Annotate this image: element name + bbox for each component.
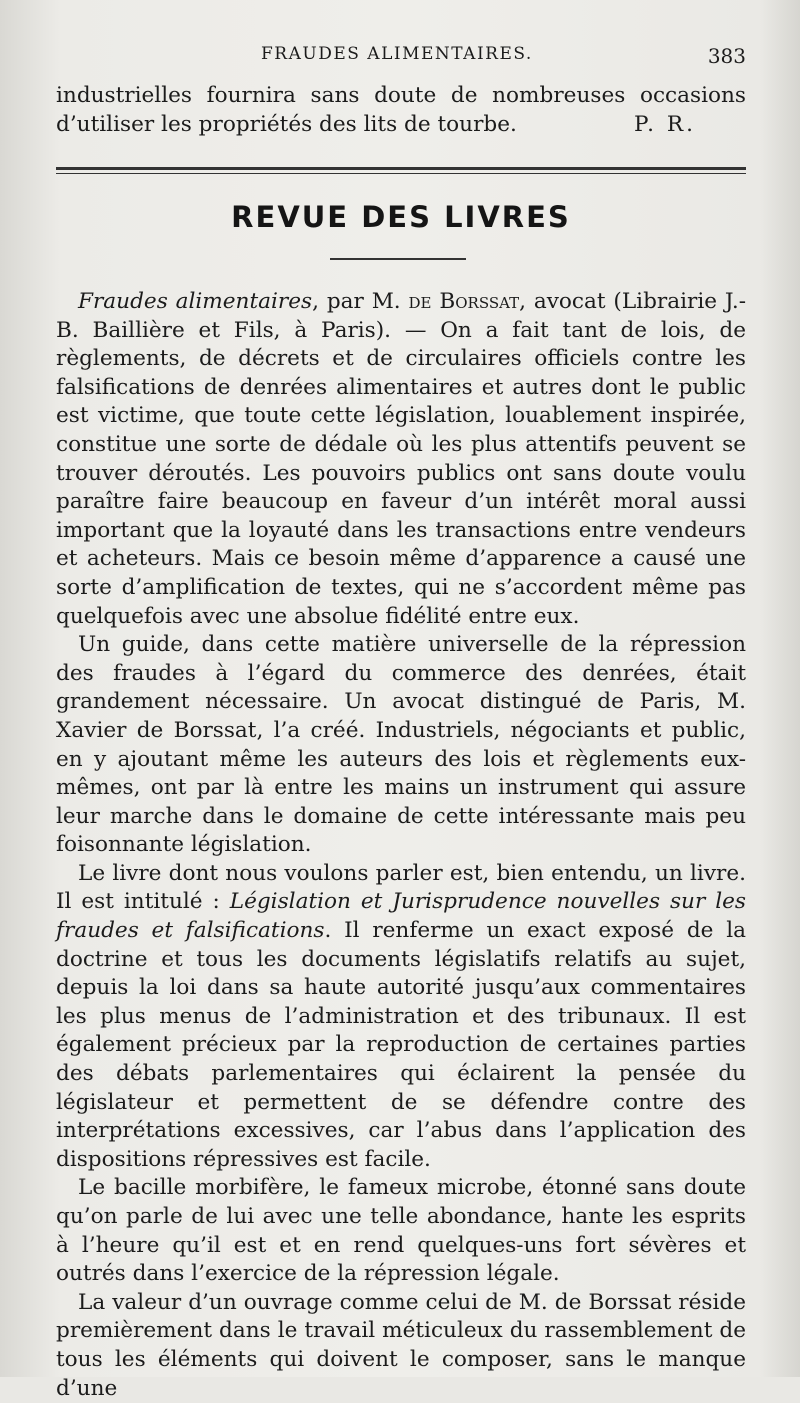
paragraph-3-text: . Il renferme un exact exposé de la doctrine et tous les documents législatifs relatifs au sujet, depuis la loi dans sa haute autorité jusqu’aux commentaires les plus menus de l’administration et des tribunaux. Il est également précieux par la reproduction de certaines parties des débats parlementaires qui éclairent la pensée du législateur et permettent de se défendre contre des interprétations excessives, car l’abus dans l’application des dispositions répressives est facile. [56,918,746,1172]
review-paragraph-2: Un guide, dans cette matière universelle de la répression des fraudes à l’égard du commerce des denrées, était grandement nécessaire. Un avocat distingué de Paris, M. Xavier de Borssat, l’a créé. Industriels, négociants et public, en y ajoutant même les auteurs des lois et règlements eux-mêmes, ont par là entre les mains un instrument qui assure leur marche dans le domaine de cette intéressante mais peu foisonnante législation. [56,632,746,858]
title-underline [330,258,466,260]
byline-by: , par M. [312,289,409,314]
previous-article-ending [56,82,746,139]
review-intro-text: , avocat (Librairie J.-B. Baillière et Fils, à Paris). — On a fait tant de lois, de règlements, de décrets et de circulaires officiels contre les falsifications de denrées alimentaires et autres dont le public est victime, que toute cette législation, louablement inspirée, constitue une sorte de dédale où les plus attentifs peuvent se trouver déroutés. Les pouvoirs publics ont sans doute voulu paraître faire beaucoup en faveur d’un intérêt moral aussi important que la loyauté dans les transactions entre vendeurs et acheteurs. Mais ce besoin même d’apparence a causé une sorte d’amplification de textes, qui ne s’accordent même pas quelquefois avec une absolue fidélité entre eux. [56,289,746,629]
author-signature: P. R. [633,111,696,137]
review-paragraph-1 [56,288,746,631]
running-title: FRAUDES ALIMENTAIRES. [261,44,533,64]
book-review [56,288,746,1403]
running-header [56,44,746,72]
page-number: 383 [707,44,746,68]
review-paragraph-5: La valeur d’un ouvrage comme celui de M. de Borssat réside premièrement dans le travail méticuleux du rassemblement de tous les éléments qui doivent le composer, sans le manque d’une [56,1289,746,1401]
review-paragraph-3 [56,860,746,1175]
paragraph-3-lead: Le livre dont nous voulons parler est, bien entendu, un livre. Il est intitulé : [56,860,746,915]
review-paragraph-4: Le bacille morbifère, le fameux microbe, étonné sans doute qu’on parle de lui avec une telle abondance, hante les esprits à l’heure qu’il est et en rend quelques-uns fort sévères et outrés dans l’exercice de la répression légale. [56,1175,746,1287]
separator-rule-bottom [56,173,746,174]
author-name: Borssat [439,289,520,314]
book-title: Fraudes alimentaires [78,289,313,314]
section-title: REVUE DES LIVRES [231,200,571,234]
author-particle: de [408,289,432,314]
cited-work-title: Législation et Jurisprudence nouvelles sur les fraudes et falsifications [56,889,747,944]
previous-article-text: industrielles fournira sans doute de nombreuses occasions d’utiliser les propriétés des lits de tourbe. [56,83,746,137]
separator-rule-top [56,167,746,170]
